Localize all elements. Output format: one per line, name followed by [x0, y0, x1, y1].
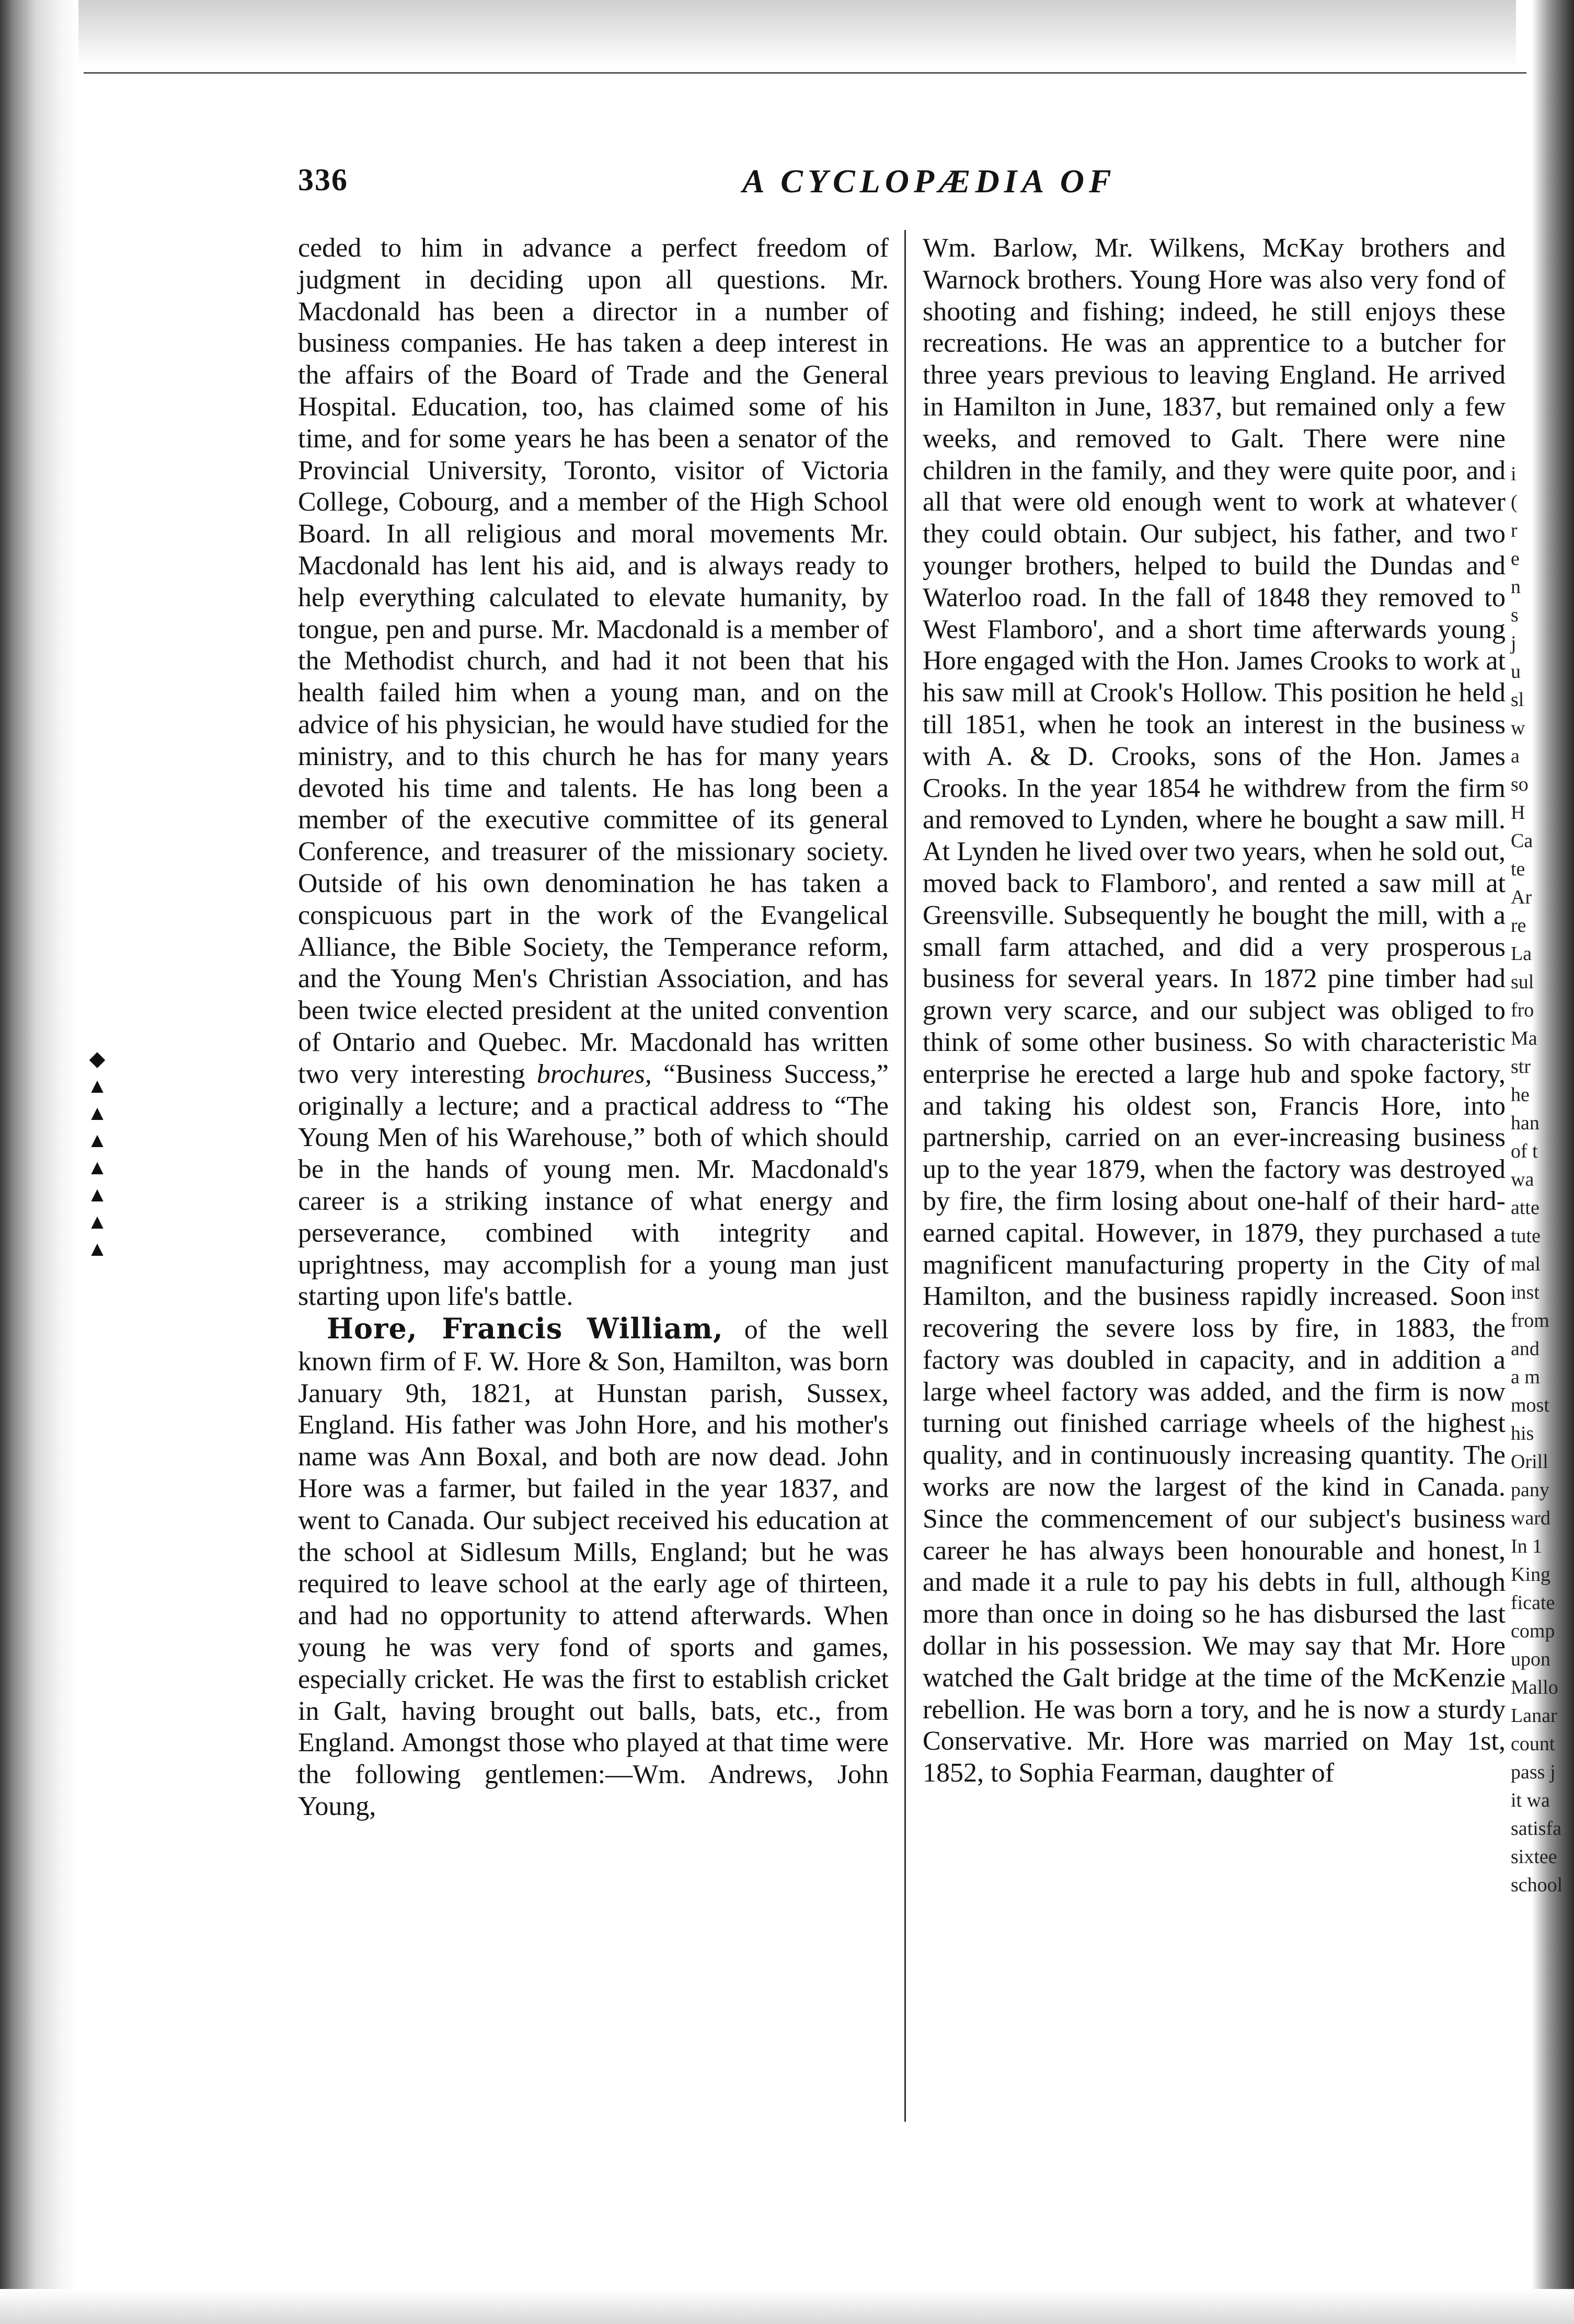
adjacent-fragment: and [1511, 1338, 1539, 1360]
adjacent-fragment: fro [1511, 999, 1534, 1021]
adjacent-fragment: mal [1511, 1253, 1541, 1275]
adjacent-fragment: sixtee [1511, 1846, 1557, 1868]
adjacent-fragment: sul [1511, 971, 1534, 993]
page-title: A CYCLOPÆDIA OF [742, 163, 1116, 200]
adjacent-fragment: te [1511, 858, 1525, 880]
adjacent-fragment: count [1511, 1733, 1555, 1755]
adjacent-fragment: satisfa [1511, 1818, 1562, 1840]
scan-bottom-edge [0, 2289, 1574, 2324]
adjacent-fragment: sl [1511, 689, 1524, 711]
adjacent-fragment: it wa [1511, 1789, 1550, 1811]
adjacent-fragment: r [1511, 519, 1518, 541]
italic-term: brochures, [536, 1059, 652, 1089]
adjacent-fragment: from [1511, 1310, 1549, 1332]
page-number: 336 [298, 163, 348, 197]
paragraph-hore-continued [923, 233, 1506, 1789]
adjacent-fragment: ( [1511, 491, 1518, 513]
adjacent-fragment: upon [1511, 1648, 1550, 1670]
adjacent-page-fragments [1511, 460, 1573, 1896]
column-divider [904, 230, 906, 2122]
adjacent-fragment: Ma [1511, 1027, 1537, 1049]
adjacent-fragment: Mallo [1511, 1676, 1558, 1698]
adjacent-fragment: of t [1511, 1140, 1538, 1162]
adjacent-fragment: str [1511, 1056, 1531, 1078]
adjacent-fragment: In 1 [1511, 1535, 1543, 1557]
adjacent-fragment: pass j [1511, 1761, 1556, 1783]
adjacent-fragment: a [1511, 745, 1520, 767]
adjacent-fragment: pany [1511, 1479, 1549, 1501]
adjacent-fragment: H [1511, 802, 1525, 824]
adjacent-fragment: u [1511, 661, 1521, 683]
paragraph-text: ceded to him in advance a perfect freedom of judgment in deciding upon all questions. Mr. Macdonald has been a director in a number of business companies. He has taken a deep interest in the affairs of the Board of Trade and the General Hospital. Education, too, has claimed some of his time, and for some years he has been a senator of the Provincial University, Toronto, visitor of Victoria College, Cobourg, and a member of the High School Board. In all religious and moral movements Mr. Macdonald has lent his aid, and is always ready to help everything calculated to elevate humanity, by tongue, pen and purse. Mr. Macdonald is a member of the Methodist church, and had it not been that his health failed him when a young man, and on the advice of his physician, he would have studied for the ministry, and to this church he has for many years devoted his time and talents. He has long been a member of the executive committee of its general Conference, and treasurer of the missionary society. Outside of his own denomination he has taken a conspicuous part in the work of the Evangelical Alliance, the Bible Society, the Temperance reform, and the Young Men's Christian Association, and has been twice elected president at the united convention of Ontario and Quebec. Mr. Macdonald has written two very interesting [298, 233, 889, 1089]
paragraph-macdonald [298, 233, 889, 1313]
entry-heading: Hore, Francis William, [327, 1312, 723, 1346]
right-column [923, 233, 1506, 2166]
adjacent-fragment: inst [1511, 1281, 1539, 1303]
running-head [298, 162, 1500, 204]
adjacent-fragment: tute [1511, 1225, 1541, 1247]
paragraph-text: “Business Success,” originally a lecture; and a practical address to “The Young Men of his Warehouse,” both of which should be in the hands of young men. Mr. Macdonald's career is a striking instance of what energy and perseverance, combined with integrity and uprightness, may accomplish for a young man just starting upon life's battle. [298, 1059, 889, 1312]
adjacent-fragment: Orill [1511, 1451, 1548, 1473]
adjacent-fragment: Ar [1511, 886, 1532, 908]
adjacent-fragment: s [1511, 604, 1519, 626]
scan-top-edge [0, 0, 1516, 68]
adjacent-fragment: e [1511, 548, 1520, 570]
adjacent-fragment: school [1511, 1874, 1563, 1896]
left-column [298, 233, 889, 2166]
paragraph-hore [298, 1313, 889, 1823]
margin-marks: ◆ ▲ ▲ ▲ ▲ ▲ ▲ ▲ [87, 1047, 107, 1261]
adjacent-fragment: Lanar [1511, 1705, 1557, 1727]
paragraph-text: of the well known firm of F. W. Hore & Son, Hamilton, was born January 9th, 1821, at Hunstan parish, Sussex, England. His father was John Hore, and his mother's name was Ann Boxal, and both are now dead. John Hore was a farmer, but failed in the year 1837, and went to Canada. Our subject received his education at the school at Sidlesum Mills, England; but he was required to leave school at the early age of thirteen, and had no opportunity to attend afterwards. When young he was very fond of sports and games, especially cricket. He was the first to establish cricket in Galt, having brought out balls, bats, etc., from England. Amongst those who played at that time were the following gentlemen:—Wm. Andrews, John Young, [298, 1315, 889, 1822]
adjacent-fragment: j [1511, 632, 1516, 654]
adjacent-fragment: King [1511, 1564, 1550, 1586]
adjacent-fragment: wa [1511, 1169, 1534, 1190]
adjacent-fragment: w [1511, 717, 1525, 739]
adjacent-fragment: ficate [1511, 1592, 1555, 1614]
adjacent-fragment: most [1511, 1394, 1549, 1416]
adjacent-fragment: his [1511, 1423, 1534, 1444]
adjacent-fragment: a m [1511, 1366, 1540, 1388]
adjacent-fragment: i [1511, 463, 1516, 485]
adjacent-fragment: re [1511, 915, 1526, 936]
scan-binding-shadow [0, 0, 78, 2324]
top-rule [84, 72, 1526, 74]
adjacent-fragment: ward [1511, 1507, 1550, 1529]
adjacent-fragment: han [1511, 1112, 1539, 1134]
adjacent-fragment: Ca [1511, 830, 1533, 852]
adjacent-fragment: so [1511, 773, 1529, 795]
paragraph-text: Wm. Barlow, Mr. Wilkens, McKay brothers and Warnock brothers. Young Hore was also very fond of shooting and fishing; indeed, he still enjoys these recreations. He was an apprentice to a butcher for three years previous to leaving England. He arrived in Hamilton in June, 1837, but remained only a few weeks, and removed to Galt. There were nine children in the family, and they were quite poor, and all that were old enough went to work at whatever they could obtain. Our subject, his father, and two younger brothers, helped to build the Dundas and Waterloo road. In the fall of 1848 they removed to West Flamboro', and a short time afterwards young Hore engaged with the Hon. James Crooks to work at his saw mill at Crook's Hollow. This position he held till 1851, when he took an interest in the business with A. & D. Crooks, sons of the Hon. James Crooks. In the year 1854 he withdrew from the firm and removed to Lynden, where he bought a saw mill. At Lynden he lived over two years, when he sold out, moved back to Flamboro', and rented a saw mill at Greensville. Subsequently he bought the mill, with a small farm attached, and did a very prosperous business for several years. In 1872 pine timber had grown very scarce, and our subject was obliged to think of some other business. So with characteristic enterprise he erected a large hub and spoke factory, and taking his oldest son, Francis Hore, into partnership, carried on an ever-increasing business up to the year 1879, when the factory was destroyed by fire, the firm losing about one-half of their hard-earned capital. However, in 1879, they purchased a magnificent manufacturing property in the City of Hamilton, and the business rapidly increased. Soon recovering the severe loss by fire, in 1883, the factory was doubled in capacity, and in addition a large wheel factory was added, and the firm is now turning out finished carriage wheels of the highest quality, and in continuously increasing quantity. The works are now the largest of the kind in Canada. Since the commencement of our subject's business career he has always been honourable and honest, and made it a rule to pay his debts in full, although more than once in doing so he has disbursed the last dollar in his possession. We may say that Mr. Hore watched the Galt bridge at the time of the McKenzie rebellion. He was born a tory, and he is now a sturdy Conservative. Mr. Hore was married on May 1st, 1852, to Sophia Fearman, daughter of [923, 233, 1506, 1788]
adjacent-fragment: atte [1511, 1197, 1539, 1219]
adjacent-fragment: La [1511, 943, 1532, 965]
adjacent-fragment: comp [1511, 1620, 1555, 1642]
adjacent-fragment: n [1511, 576, 1521, 598]
adjacent-fragment: he [1511, 1084, 1530, 1106]
